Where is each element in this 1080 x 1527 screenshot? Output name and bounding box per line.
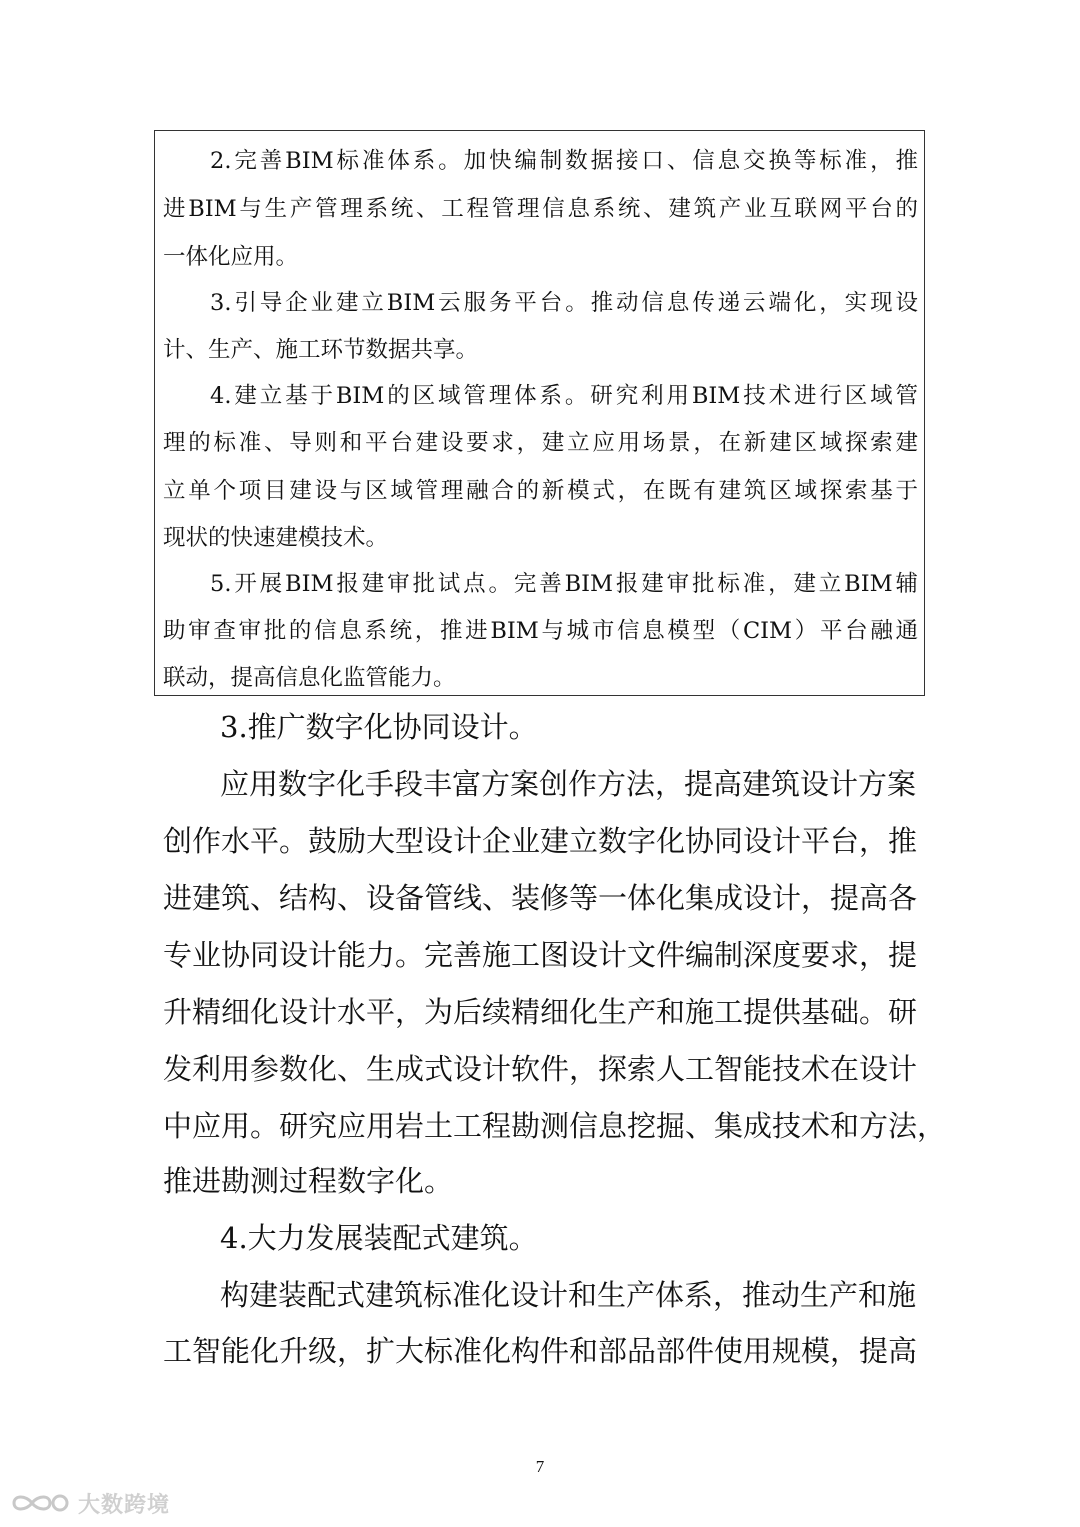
watermark bbox=[8, 1488, 170, 1518]
section-3-line-8: 推进勘测过程数字化。 bbox=[163, 1164, 454, 1198]
box-paragraph-2-line-3: 一体化应用。 bbox=[163, 244, 299, 270]
box-paragraph-4-line-1: 4.建立基于BIM的区域管理体系。研究利用BIM技术进行区域管 bbox=[210, 383, 918, 409]
section-3-line-1: 应用数字化手段丰富方案创作方法，提高建筑设计方案 bbox=[220, 767, 917, 801]
section-3-line-6: 发利用参数化、生成式设计软件，探索人工智能技术在设计 bbox=[163, 1052, 918, 1086]
box-paragraph-3-line-1: 3.引导企业建立BIM云服务平台。推动信息传递云端化，实现设 bbox=[210, 290, 918, 316]
box-paragraph-5-line-3: 联动，提高信息化监管能力。 bbox=[163, 665, 456, 691]
section-4-line-2: 工智能化升级，扩大标准化构件和部品部件使用规模，提高 bbox=[163, 1334, 918, 1368]
box-paragraph-5-line-1: 5.开展BIM报建审批试点。完善BIM报建审批标准，建立BIM辅 bbox=[210, 571, 918, 597]
box-paragraph-4-line-2: 理的标准、导则和平台建设要求，建立应用场景，在新建区域探索建 bbox=[163, 430, 918, 456]
box-paragraph-3-line-2: 计、生产、施工环节数据共享。 bbox=[163, 337, 479, 363]
box-paragraph-4-line-4: 现状的快速建模技术。 bbox=[163, 525, 389, 551]
section-3-line-3: 进建筑、结构、设备管线、装修等一体化集成设计，提高各 bbox=[163, 881, 918, 915]
section-3-line-5: 升精细化设计水平，为后续精细化生产和施工提供基础。研 bbox=[163, 995, 918, 1029]
section-4-line-1: 构建装配式建筑标准化设计和生产体系，推动生产和施 bbox=[220, 1278, 917, 1312]
section-3-line-4: 专业协同设计能力。完善施工图设计文件编制深度要求，提 bbox=[163, 938, 918, 972]
box-paragraph-5-line-2: 助审查审批的信息系统，推进BIM与城市信息模型（CIM）平台融通 bbox=[163, 618, 918, 644]
page-number: 7 bbox=[535, 1457, 545, 1476]
watermark-text: 大数跨境 bbox=[78, 1492, 171, 1518]
section-4-heading: 4.大力发展装配式建筑。 bbox=[220, 1221, 538, 1255]
infinity-logo-icon bbox=[8, 1490, 72, 1516]
section-3-line-7: 中应用。研究应用岩土工程勘测信息挖掘、集成技术和方法， bbox=[163, 1109, 947, 1143]
section-3-line-2: 创作水平。鼓励大型设计企业建立数字化协同设计平台，推 bbox=[163, 824, 918, 858]
box-paragraph-2-line-1: 2.完善BIM标准体系。加快编制数据接口、信息交换等标准，推 bbox=[210, 148, 918, 174]
box-paragraph-4-line-3: 立单个项目建设与区域管理融合的新模式，在既有建筑区域探索基于 bbox=[163, 478, 918, 504]
box-paragraph-2-line-2: 进BIM与生产管理系统、工程管理信息系统、建筑产业互联网平台的 bbox=[163, 196, 918, 222]
section-3-heading: 3.推广数字化协同设计。 bbox=[220, 710, 538, 744]
